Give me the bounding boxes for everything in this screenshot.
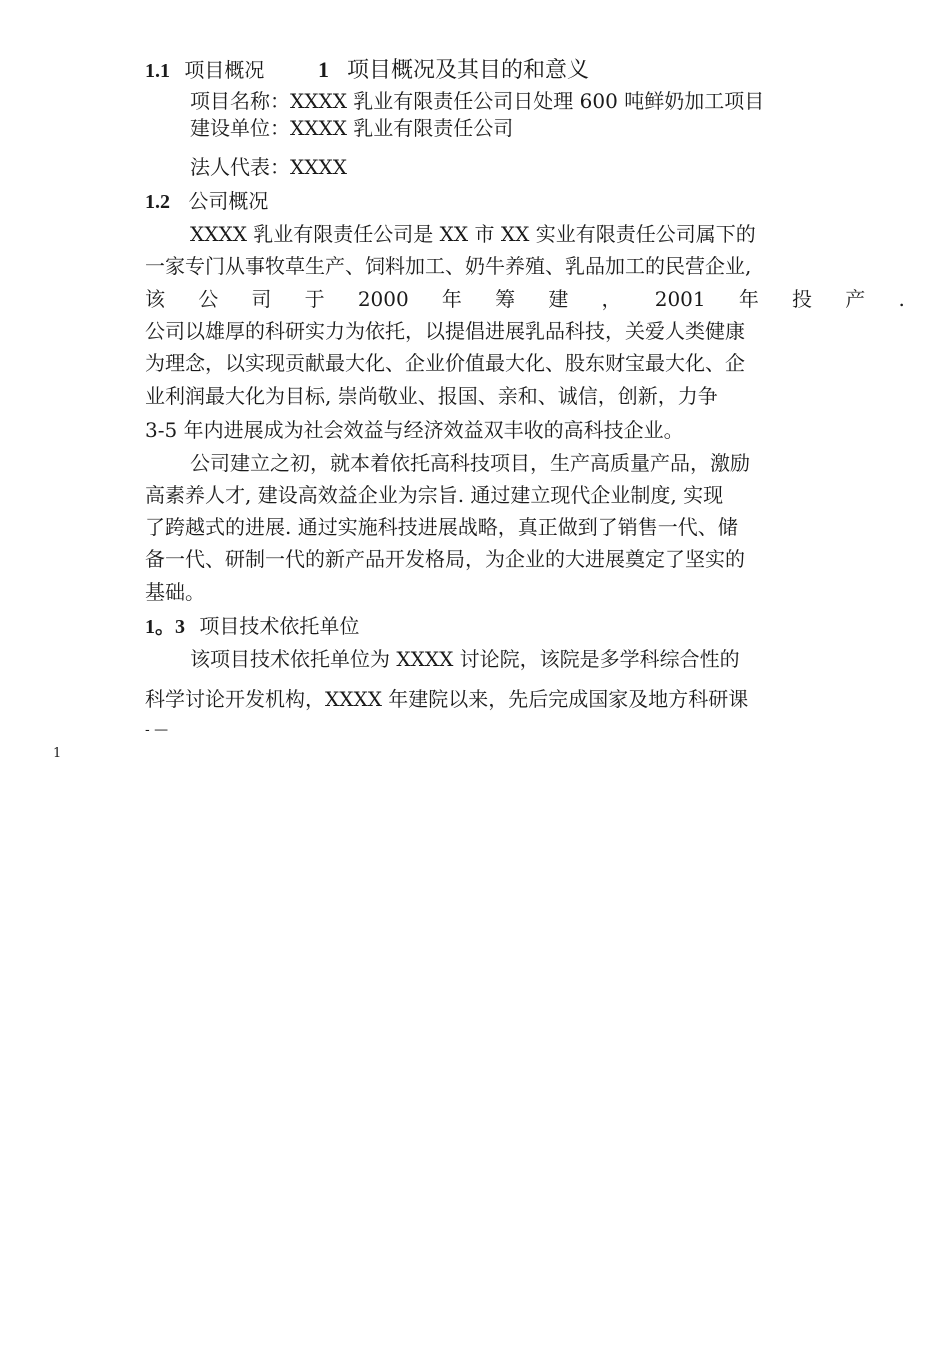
section-number: 1.1 xyxy=(145,60,170,82)
section-number: 1。3 xyxy=(145,616,185,638)
para2-line2: 高素养人才, 建设高效益企业为宗旨. 通过建立现代企业制度, 实现 xyxy=(145,483,724,507)
word: 于 xyxy=(304,287,325,311)
section-title: 项目技术依托单位 xyxy=(199,614,360,638)
word: 投 xyxy=(792,287,813,311)
para2-line1: 公司建立之初，就本着依托高科技项目，生产高质量产品，激励 xyxy=(190,451,750,475)
word: 年 xyxy=(738,287,759,311)
section-1-3-heading xyxy=(145,614,359,639)
para2-line3: 了跨越式的进展. 通过实施科技进展战略，真正做到了销售一代、储 xyxy=(145,515,738,539)
word: ， xyxy=(601,287,622,311)
para1-line4: 公司以雄厚的科研实力为依托，以提倡进展乳品科技，关爱人类健康 xyxy=(145,319,745,343)
word: 筹 xyxy=(495,287,516,311)
para1-line5: 为理念，以实现贡献最大化、企业价值最大化、股东财宝最大化、企 xyxy=(145,351,745,375)
word: . xyxy=(898,287,905,311)
para1-line6: 业利润最大化为目标, 崇尚敬业、报国、亲和、诚信，创新，力争 xyxy=(145,384,718,408)
project-name: 项目名称：XXXX 乳业有限责任公司日处理 600 吨鲜奶加工项目 xyxy=(190,89,765,113)
text-fragment: - — xyxy=(145,722,169,738)
word: 年 xyxy=(441,287,462,311)
word: 该 xyxy=(145,287,165,311)
para3-line1: 该项目技术依托单位为 XXXX 讨论院，该院是多学科综合性的 xyxy=(190,647,740,671)
para1-line3 xyxy=(145,287,905,311)
word: 2001 xyxy=(654,287,706,311)
para2-line5: 基础。 xyxy=(145,580,205,604)
section-1-1-heading xyxy=(145,58,264,83)
section-title: 公司概况 xyxy=(188,189,269,213)
section-1-2-heading xyxy=(145,189,268,214)
section-number: 1.2 xyxy=(145,191,170,213)
project-builder: 建设单位：XXXX 乳业有限责任公司 xyxy=(190,116,514,140)
section-title: 项目概况 xyxy=(184,58,265,82)
chapter-heading xyxy=(318,56,589,85)
chapter-number: 1 xyxy=(318,57,329,82)
word: 建 xyxy=(548,287,569,311)
word: 公 xyxy=(198,287,219,311)
para1-line7: 3-5 年内进展成为社会效益与经济效益双丰收的高科技企业。 xyxy=(145,418,684,442)
word: 司 xyxy=(251,287,272,311)
chapter-title: 项目概况及其目的和意义 xyxy=(347,58,590,83)
para2-line4: 备一代、研制一代的新产品开发格局，为企业的大进展奠定了坚实的 xyxy=(145,547,745,571)
page-number: 1 xyxy=(53,746,62,761)
para1-line1: XXXX 乳业有限责任公司是 XX 市 XX 实业有限责任公司属下的 xyxy=(190,222,756,246)
para1-line2: 一家专门从事牧草生产、饲料加工、奶牛养殖、乳品加工的民营企业, xyxy=(145,254,752,278)
word: 2000 xyxy=(357,287,409,311)
word: 产 xyxy=(845,287,866,311)
para3-line2: 科学讨论开发机构，XXXX 年建院以来，先后完成国家及地方科研课 xyxy=(145,687,749,711)
project-legal-rep: 法人代表：XXXX xyxy=(190,155,347,179)
